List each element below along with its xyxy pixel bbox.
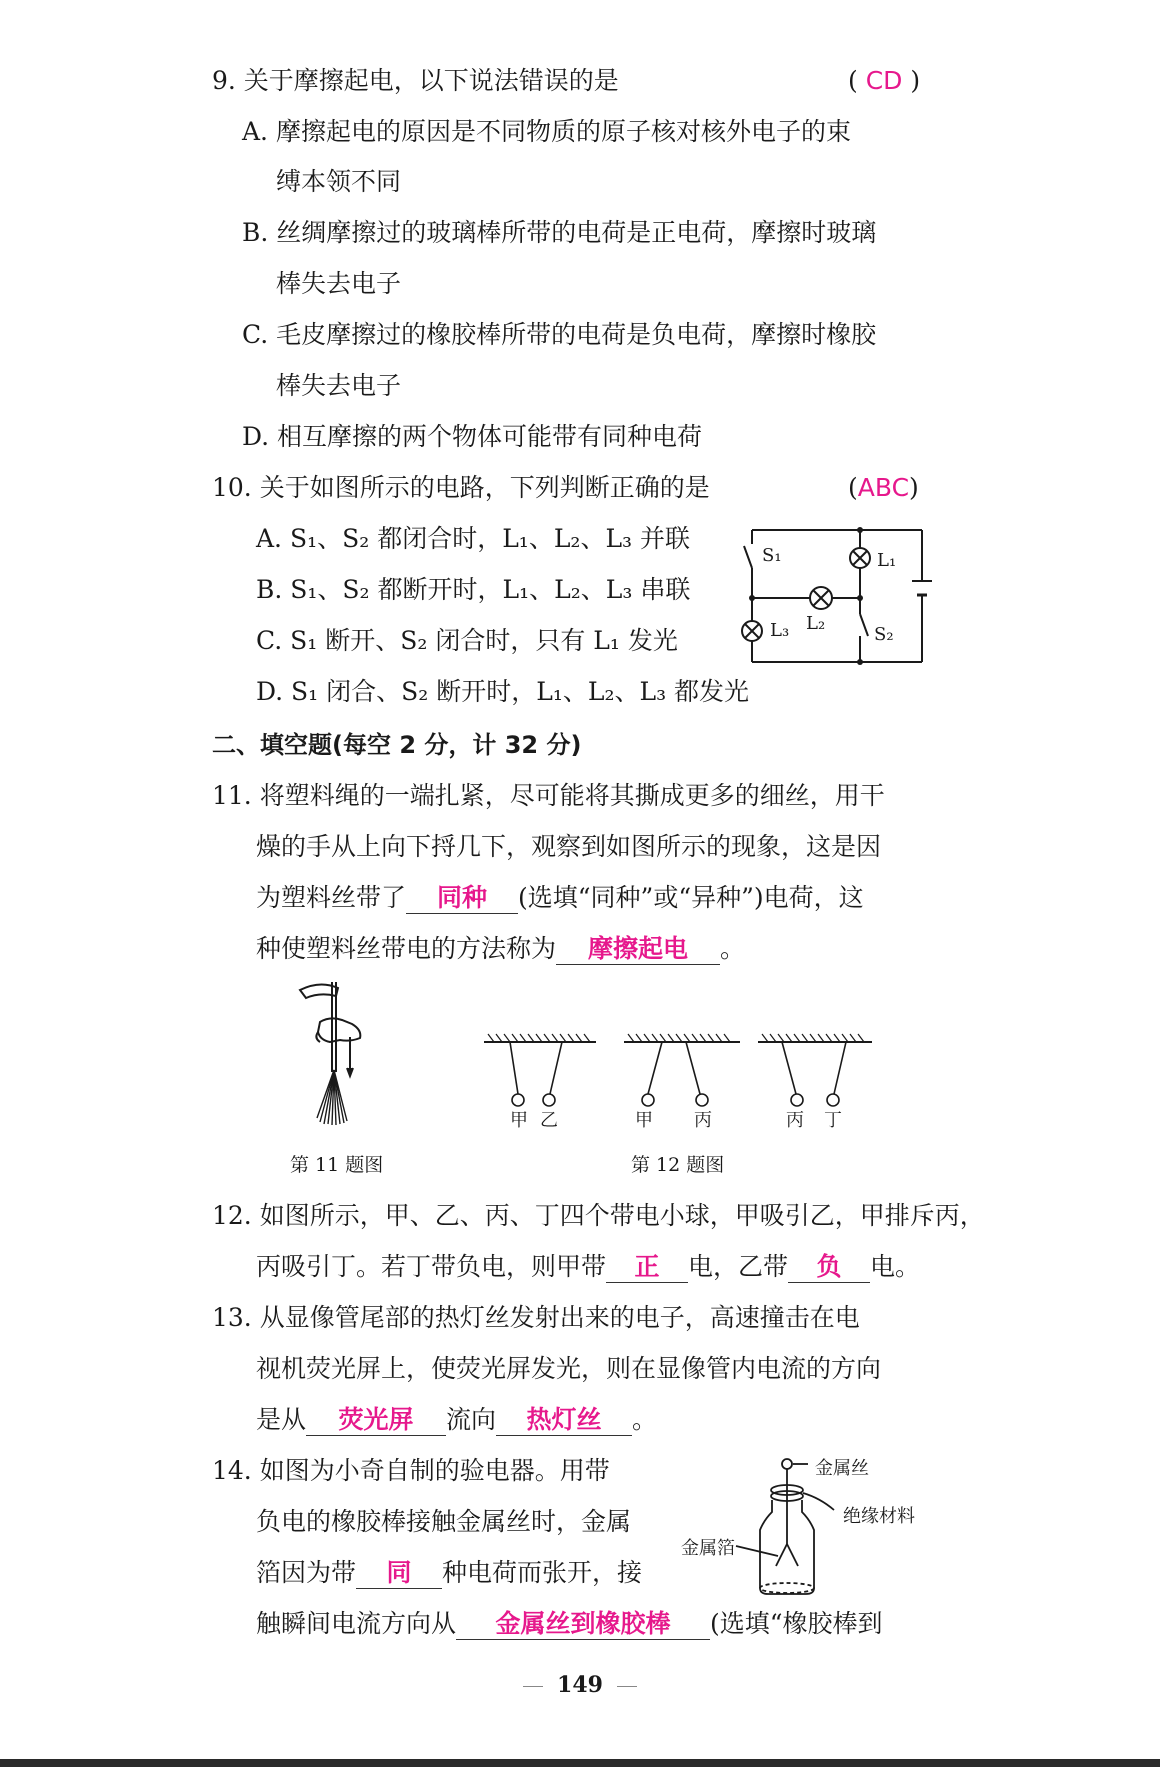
q11-line3-post: (选填“同种”或“异种”)电荷，这: [518, 883, 864, 912]
q11-answer-2: 摩擦起电: [556, 934, 720, 965]
q13-line3-post: 。: [632, 1405, 658, 1434]
q13-line3-pre: 是从: [256, 1405, 307, 1434]
q14-line4-post: (选填“橡胶棒到: [710, 1609, 883, 1638]
q14-answer-2: 金属丝到橡胶棒: [456, 1609, 710, 1640]
q14-line3-pre: 箔因为带: [256, 1558, 357, 1587]
q11-line3-pre: 为塑料丝带了: [256, 883, 407, 912]
section-heading: 二、填空题(每空 2 分，计 32 分): [212, 731, 582, 759]
electroscope-label-wire: 金属丝: [815, 1458, 869, 1479]
q11-line4-pre: 种使塑料丝带电的方法称为: [256, 934, 557, 963]
q9-stem: 9. 关于摩擦起电，以下说法错误的是: [212, 66, 619, 95]
q10-option-c: C. S₁ 断开、S₂ 闭合时，只有 L₁ 发光: [256, 626, 678, 655]
q10-option-a: A. S₁、S₂ 都闭合时，L₁、L₂、L₃ 并联: [256, 524, 691, 553]
q10-answer-value: ABC: [857, 473, 910, 502]
q9-option-d: D. 相互摩擦的两个物体可能带有同种电荷: [242, 422, 703, 451]
circuit-label-s1: S₁: [762, 545, 782, 566]
circuit-label-s2: S₂: [874, 624, 894, 645]
fig12-caption: 第 12 题图: [631, 1154, 725, 1176]
fig11-caption: 第 11 题图: [290, 1154, 384, 1176]
q9-option-a: A. 摩擦起电的原因是不同物质的原子核对核外电子的束: [242, 117, 851, 146]
q14-line3-post: 种电荷而张开，接: [442, 1558, 643, 1587]
q14-line4-pre: 触瞬间电流方向从: [256, 1609, 457, 1638]
q11-answer-1: 同种: [406, 883, 518, 914]
q9-option-a-cont: 缚本领不同: [276, 167, 402, 196]
q10-option-d: D. S₁ 闭合、S₂ 断开时，L₁、L₂、L₃ 都发光: [256, 677, 750, 706]
q12-line2-mid: 电，乙带: [688, 1252, 789, 1281]
q12-line1: 12. 如图所示，甲、乙、丙、丁四个带电小球，甲吸引乙，甲排斥丙，: [212, 1201, 985, 1230]
page-number: [0, 1672, 1160, 1698]
q13-line1: 13. 从显像管尾部的热灯丝发射出来的电子，高速撞击在电: [212, 1303, 860, 1332]
q12-line2-pre: 丙吸引丁。若丁带负电，则甲带: [256, 1252, 607, 1281]
circuit-label-l2: L₂: [806, 613, 826, 634]
circuit-label-l3: L₃: [770, 620, 790, 641]
q10-stem: 10. 关于如图所示的电路，下列判断正确的是: [212, 473, 710, 502]
q9-answer: ( CD ): [848, 66, 921, 95]
q10-answer: (ABC): [848, 473, 919, 502]
fig12-label-1: 甲: [510, 1110, 528, 1131]
bottom-bar: [0, 1759, 1160, 1767]
q14-line2: 负电的橡胶棒接触金属丝时，金属: [256, 1507, 632, 1536]
electroscope-label-insulator: 绝缘材料: [843, 1506, 915, 1527]
page-number-value: 149: [557, 1672, 603, 1698]
q11-line2: 燥的手从上向下捋几下，观察到如图所示的现象，这是因: [256, 832, 882, 861]
q10-option-b: B. S₁、S₂ 都断开时，L₁、L₂、L₃ 串联: [256, 575, 691, 604]
q13-line3: [256, 1403, 657, 1437]
fig12-label-5: 丙: [786, 1110, 804, 1131]
circuit-label-l1: L₁: [877, 550, 897, 571]
fig12-label-2: 乙: [540, 1110, 558, 1131]
q11-line1: 11. 将塑料绳的一端扎紧，尽可能将其撕成更多的细丝，用干: [212, 781, 885, 810]
q12-line2: [256, 1250, 920, 1284]
q9-option-c: C. 毛皮摩擦过的橡胶棒所带的电荷是负电荷，摩擦时橡胶: [242, 320, 877, 349]
electroscope-label-foil: 金属箔: [681, 1538, 735, 1559]
q14-line4: [256, 1607, 883, 1641]
q9-option-c-cont: 棒失去电子: [276, 371, 402, 400]
q13-line2: 视机荧光屏上，使荧光屏发光，则在显像管内电流的方向: [256, 1354, 882, 1383]
q14-line3: [256, 1556, 642, 1590]
fig12-label-6: 丁: [824, 1110, 842, 1131]
fig11-hand-strings: [290, 982, 380, 1127]
q13-answer-1: 荧光屏: [306, 1405, 446, 1436]
fig12-label-4: 丙: [694, 1110, 712, 1131]
q11-line4-post: 。: [720, 934, 746, 963]
q14-line1: 14. 如图为小奇自制的验电器。用带: [212, 1456, 610, 1485]
q12-line2-post: 电。: [870, 1252, 921, 1281]
circuit-diagram: [736, 518, 936, 668]
q9-answer-value: CD: [865, 66, 903, 95]
q11-line4: [256, 932, 745, 966]
fig12-hanging-balls: [480, 1030, 880, 1115]
fig12-label-3: 甲: [635, 1110, 653, 1131]
q13-line3-mid: 流向: [446, 1405, 497, 1434]
q9-option-b: B. 丝绸摩擦过的玻璃棒所带的电荷是正电荷，摩擦时玻璃: [242, 218, 877, 247]
q13-answer-2: 热灯丝: [496, 1405, 632, 1436]
q11-line3: [256, 881, 864, 915]
q12-answer-1: 正: [606, 1252, 688, 1283]
q12-answer-2: 负: [788, 1252, 870, 1283]
q14-answer-1: 同: [356, 1558, 442, 1589]
q9-option-b-cont: 棒失去电子: [276, 269, 402, 298]
